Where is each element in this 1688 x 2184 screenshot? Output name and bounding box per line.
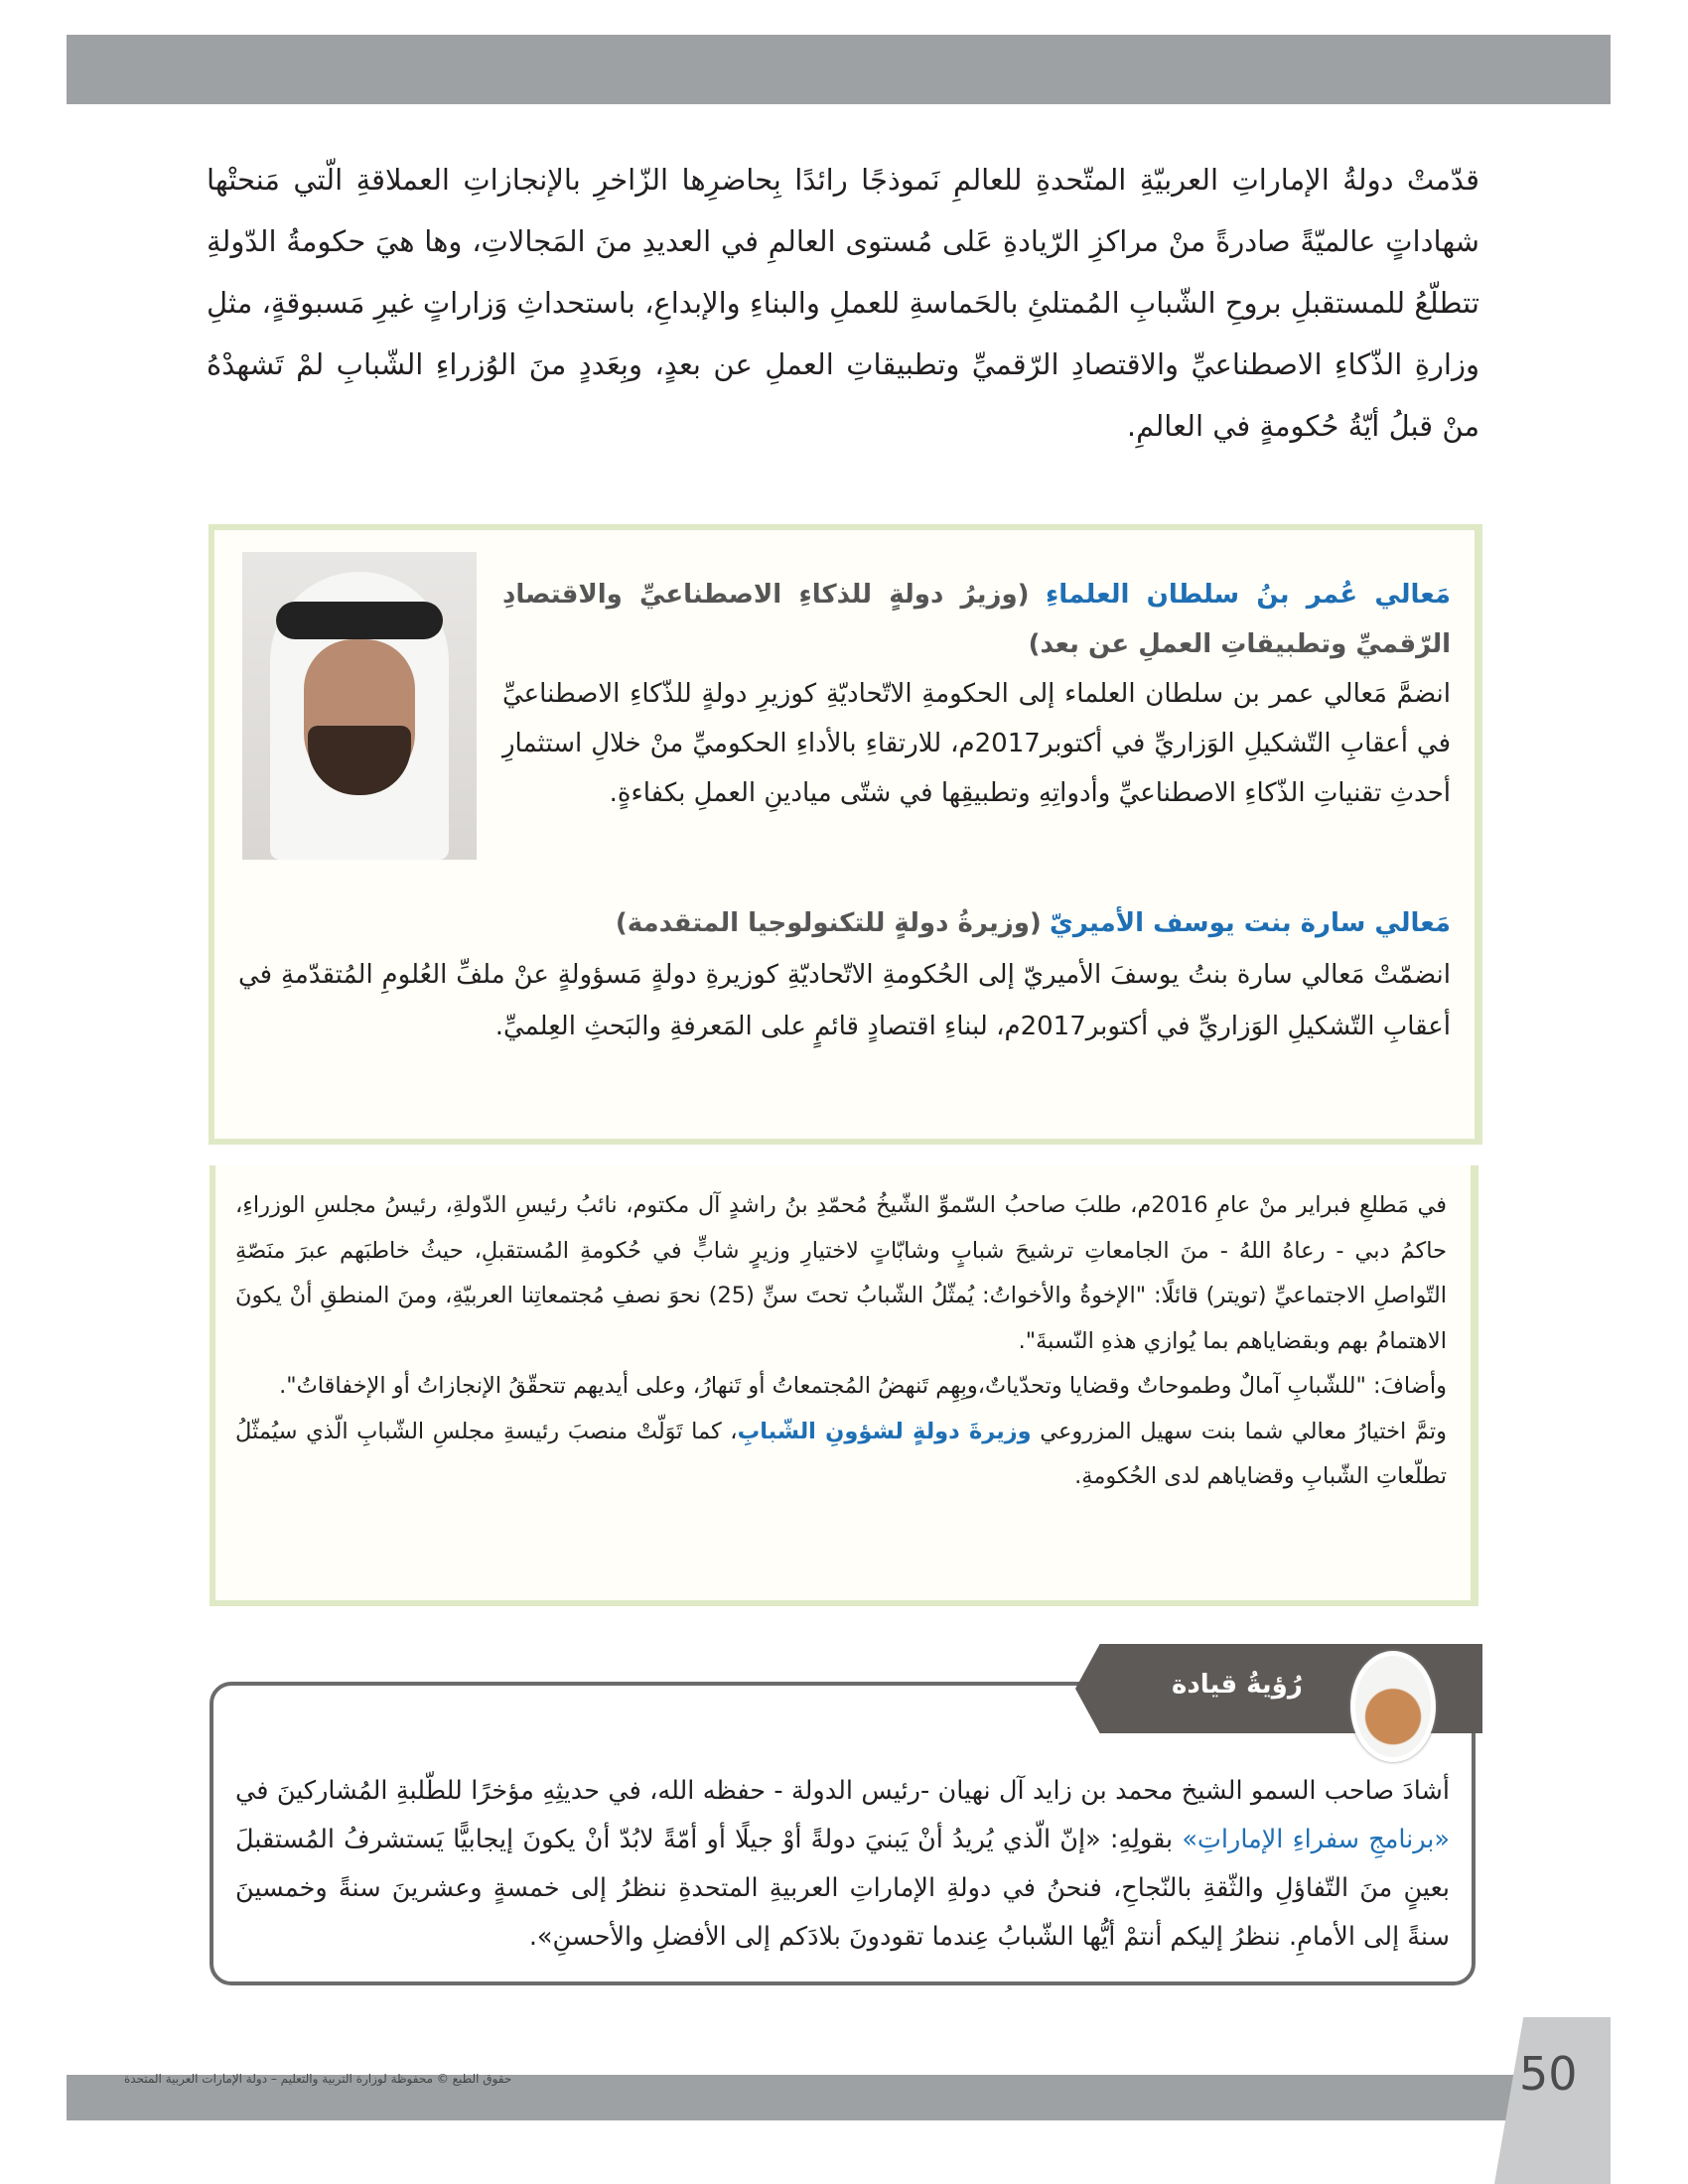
leadership-label: رُؤيةُ قيادة [1172,1670,1303,1700]
leader-avatar [1350,1651,1436,1762]
quote-end: بقولِهِ: «إنّ الّذي يُريدُ أنْ يَبنيَ دولةً أوْ جيلًا أو أمّةً لابُدّ أنْ يكونَ إيجابيًّا يَستشرفُ المُستقبلَ بعينٍ منَ التّفاؤلِ والثّقةِ بالنّجاحِ، فنحنُ في دولةِ الإماراتِ العربيةِ المتحدةِ ننظرُ إلى خمسةٍ وعشرينَ سنةً وخمسينَ سنةً إلى الأمامِ. ننظرُ إليكم أنتمْ أيُّها الشّبابُ عِندما تقودونَ بلادَكم إلى الأفضلِ والأحسنِ». [235,1825,1450,1952]
minister1-name: مَعالي عُمر بنُ سلطان العلماءِ [1045,580,1451,610]
minister2-name: مَعالي سارة بنت يوسف الأميريّ [1050,908,1451,938]
minister2-bio: انضمّتْ مَعالي سارة بنتُ يوسفَ الأميريّ إلى الحُكومةِ الاتّحاديّةِ كوزيرةِ دولةٍ مَسؤولةٍ عنْ ملفِّ العُلومِ المُتقدّمةِ في أعقابِ التّشكيلِ الوَزاريِّ في أكتوبر2017م، لبناءِ اقتصادٍ قائمٍ على المَعرفةِ والبَحثِ العِلميِّ. [238,960,1451,1041]
minister2-profile [238,897,1451,1052]
youth-p3-end: ، كما تَوَلّتْ منصبَ رئيسةِ مجلسِ الشّبابِ الّذي سيُمثّلُ تطلّعاتِ الشّبابِ وقضاياهم لدى الحُكومةِ. [235,1418,1447,1489]
page-number-tab [1494,2017,1611,2184]
minister2-title: (وزيرةُ دولةٍ للتكنولوجيا المتقدمة) [615,908,1042,938]
minister1-profile [502,570,1451,818]
copyright-note: حقوق الطبع © محفوظة لوزارة التربية والتعليم – دولة الإمارات العربية المتحدة [124,2072,512,2086]
youth-text [235,1183,1447,1500]
minister1-title: (وزيرُ دولةٍ للذكاءِ الاصطناعيِّ والاقتصادِ الرّقميِّ وتطبيقاتِ العملِ عن بعد) [502,580,1451,659]
youth-paragraph-1: في مَطلعِ فبراير منْ عامِ 2016م، طلبَ صاحبُ السّموِّ الشّيخُ مُحمّدِ بنُ راشدٍ آل مكتوم، نائبُ رئيسِ الدّولةِ، رئيسُ مجلسِ الوزراءِ، حاكمُ دبي - رعاهُ اللهُ - منَ الجامعاتِ ترشيحَ شبابٍ وشابّاتٍ لاختيارِ وزيرٍ شابٍّ في حُكومةِ المُستقبلِ، حيثُ خاطبَهم عبرَ منَصّةِ التّواصلِ الاجتماعيِّ (تويتر) قائلًا: "الإخوةُ والأخواتُ: يُمثّلُ الشّبابُ تحتَ سنِّ (25) نحوَ نصفِ مُجتمعاتِنا العربيّةِ، ومنَ المنطقِ أنْ يكونَ الاهتمامُ بهم وبقضاياهم بما يُوازي هذهِ النّسبةَ". [235,1192,1448,1354]
youth-minister-box [210,1165,1478,1606]
header-bar [67,35,1611,104]
quote-start: أشادَ صاحب السمو الشيخ محمد بن زايد آل نهيان -رئيس الدولة - حفظه الله، في حديثِهِ مؤخرًا للطّلبةِ المُشاركينَ في [235,1776,1450,1806]
page-number: 50 [1519,2047,1578,2101]
intro-paragraph: قدّمتْ دولةُ الإماراتِ العربيّةِ المتّحدةِ للعالمِ نَموذجًا رائدًا بِحاضرِها الزّاخرِ بالإنجازاتِ العملاقةِ الّتي مَنحتْها شهاداتٍ عالميّةً صادرةً منْ مراكزِ الرّيادةِ عَلى مُستوى العالمِ في العديدِ منَ المَجالاتِ، وها هيَ حكومةُ الدّولةِ تتطلّعُ للمستقبلِ بروحِ الشّبابِ المُمتلئِ بالحَماسةِ للعملِ والبناءِ والإبداعِ، باستحداثِ وَزاراتٍ غيرِ مَسبوقةٍ، مثلِ وزارةِ الذّكاءِ الاصطناعيِّ والاقتصادِ الرّقميِّ وتطبيقاتِ العملِ عن بعدٍ، وبِعَددٍ منَ الوُزراءِ الشّبابِ لمْ تَشهدْهُ منْ قبلُ أيّةُ حُكومةٍ في العالمِ. [207,163,1479,443]
minister1-bio: انضمَّ مَعالي عمر بن سلطان العلماء إلى الحكومةِ الاتّحاديّةِ كوزيرِ دولةٍ للذّكاءِ الاصطناعيِّ في أعقابِ التّشكيلِ الوَزاريِّ في أكتوبر2017م، للارتقاءِ بالأداءِ الحكوميِّ منْ خلالِ استثمارِ أحدثِ تقنياتِ الذّكاءِ الاصطناعيِّ وأدواتِهِ وتطبيقِها في شتّى ميادينِ العملِ بكفاءةٍ. [502,679,1451,808]
minister-profiles-box [209,524,1482,1145]
youth-minister-highlight: وزيرةَ دولةٍ لشؤونِ الشّبابِ [737,1418,1032,1444]
youth-paragraph-3 [235,1410,1447,1500]
leadership-quote [235,1767,1450,1962]
youth-paragraph-2: وأضافَ: "للشّبابِ آمالٌ وطموحاتٌ وقضايا وتحدّياتٌ،وبِهِم تَنهضُ المُجتمعاتُ أو تَنهارُ، وعلى أيديهم تتحقّقُ الإنجازاتُ أو الإخفاقاتُ". [279,1373,1447,1399]
ambassadors-program-highlight: «برنامجِ سفراءِ الإماراتِ» [1182,1825,1450,1854]
minister-photo [242,552,477,860]
youth-p3-start: وتمَّ اختيارُ معالي شما بنت سهيل المزروعي [1031,1418,1447,1444]
